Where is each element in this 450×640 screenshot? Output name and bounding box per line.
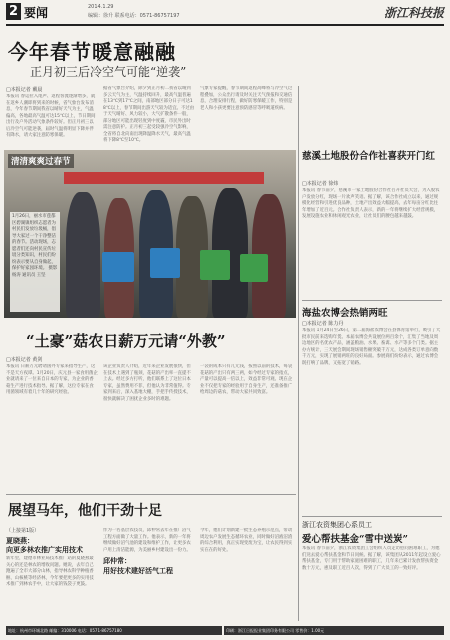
story3-body-col1: 新年里，建德市林业局技术推广站的夏晓燕最关心的还是林农的增收问题。她说，去年自己跑遍了全市大部分山林，指导林农科学种植香榧、山核桃等经济林，今年要把更多的实用技术推广到林农手中，让大家的钱袋子更鼓。 — [6, 556, 94, 587]
right1-body: 本报讯 春节前夕，慈溪市一家土地股份合作社召开社员大会，为入股农户发放分红，现场一片欢声笑语。据了解，该合作社成立以来，通过规模化经营和引进优良品种，土地产出效益大幅提高，去年每亩分红比往年增加了近百元。合作社负责人表示，新的一年将继续扩大经营规模，发展设施农业和休闲观光农业，让社员们的腰包越来越鼓。 — [302, 188, 440, 219]
right3-subhead: 浙江农资集团心系员工 — [302, 521, 372, 529]
story3-subhead2: 邱仲常： — [103, 557, 131, 565]
top-rule — [6, 24, 444, 26]
story2-body-col3: 一袋的成本只有几元钱，按照以前的技术，每袋花菇的产出只有两三两，如今经过专家的指点，产量可以提高一倍以上，效益非常可观。现在企业不仅把专家的经验用于自身生产，还准备推广给周边的菇农，带动大家共同致富。 — [200, 364, 293, 395]
story3-subhead1b: 向更多林农推广实用技术 — [6, 546, 83, 554]
page-number: 2 — [6, 3, 21, 20]
story3-subhead2b: 用好技术建好活气工程 — [103, 567, 173, 575]
right2-title: 海盐农博会热销两旺 — [302, 308, 388, 319]
story3-body-col2: 作为一名基层农技员，邱仲常去年在推广沼气工程方面做了大量工作。他表示，新的一年将继续做好沼气池的建设和维护工作，让更多农户用上清洁能源，为美丽乡村建设出一份力。 — [103, 528, 191, 553]
footer-bar-left: 地址：杭州市环城北路 邮编：310006 电话：0571-86757180 — [6, 626, 222, 635]
story3-title: 展望马年，他们干劲十足 — [8, 503, 162, 519]
section-title: 要闻 — [24, 6, 49, 20]
right3-title: 爱心帮扶基金“雪中送炭” — [302, 534, 408, 545]
story2-body-col2: 该企业负责人介绍，近年来企业发展很快，但在技术上遇到了瓶颈，花菇的产出率一直提不上去。经过多方打听，他们联系上了这位日本专家，虽然费用不菲，但他认为非常值得。专家到来后，深入基地大棚，手把手传授技术，很快就解决了困扰企业多时的难题。 — [103, 364, 191, 402]
photo-caption: 1月26日，丽水市莲都区碧湖镇组织志愿者为村民们发放垃圾桶，倡导大家过一个干净整洁的春节。活动现场，志愿者们还向村民宣传垃圾分类知识，村民们纷纷表示要从自身做起，保护好家园环境。 摄影 杨涛 通讯员 王坚 — [10, 212, 60, 312]
editor-info: 编辑：徐升 联系电话：0571-86757197 — [88, 13, 180, 19]
footer — [6, 624, 444, 638]
right2-byline: □本报记者 陈力丹 — [302, 321, 344, 327]
story2-title: “土豪”菇农日薪万元请“外教” — [26, 332, 226, 350]
news-photo — [4, 150, 296, 318]
lead-subtitle: 正月初三后冷空气可能“逆袭” — [30, 65, 187, 79]
photo-person — [66, 192, 100, 318]
column-divider — [298, 86, 299, 621]
lead-body-col2: 据省气象台介绍，除夕到正月初二我省以晴到多云天气为主，气温持续回升，最高气温普遍在13℃到17℃之间，南部地区部分日子可达18℃以上，春节期间出游天气较为适宜。不过由于天气晴好、风力较小，大气扩散条件一般，部分地区可能出现轻度到中度霾，市民外出时需注意防护。正月初三起受较强冷空气影响，全省将自北向南出现降温降水天气，最高气温将下降8℃至10℃。 — [103, 86, 195, 143]
photo-bucket — [200, 250, 230, 280]
right3-body: 本报讯 春节前夕，浙江农资集团工会组织人员走访慰问困难职工，为他们送去爱心帮扶基金和节日问候。据了解，该集团从2011年起设立爱心帮扶基金，专门用于帮助家庭困难的职工，几年来已累计发放帮扶资金数十万元，惠及职工近百人次，得到了广大员工的一致好评。 — [302, 546, 441, 571]
footer-bar-right: 印刷：浙江日报报业集团印务有限公司 零售价：1.00元 — [224, 626, 444, 635]
right2-body: 本报讯 1月24日至26日，第二届海盐农博会在县体育馆举行，吸引了大批市民前来选购年货。本届农博会共设展位两百余个，汇集了当地及周边地区的名优农产品，涵盖粮油、水果、畜禽、水产等多个门类。据主办方统计，三天展会期间现场销售额突破千万元，达成各类订单意向数千万元，实现了展销两旺的良好局面。参展商们纷纷表示，通过农博会既打响了品牌，又拓宽了销路。 — [302, 328, 441, 366]
right-divider — [302, 300, 442, 301]
photo-bucket — [240, 254, 268, 282]
paper-name: 浙江科技报 — [383, 6, 444, 20]
right1-title: 慈溪土地股份合作社喜获开门红 — [302, 151, 436, 162]
right1-byline: □本报记者 徐炜 — [302, 181, 339, 187]
photo-banner — [64, 172, 264, 184]
photo-headline: 清清爽爽过春节 — [8, 154, 74, 168]
section-divider — [6, 494, 296, 495]
story3-body-col3: 今年，他们计划新建一批生态养殖示范点，带动周边农户发展生态循环农业，同时做好沼液沼渣的综合利用，真正实现变废为宝，让农民得到实实在在的好处。 — [200, 528, 293, 553]
masthead — [6, 3, 444, 23]
right-divider — [302, 516, 442, 517]
lead-title: 今年春节暖意融融 — [8, 40, 176, 64]
lead-body-col3: 气象专家提醒，春节期间返程高峰将与冷空气过程叠加，公众出行请及时关注天气预报和交通信息，合理安排行程，做好防寒保暖工作，特别是老人和小孩更要注意预防感冒等呼吸道疾病。 — [200, 86, 293, 111]
photo-bucket — [102, 252, 134, 282]
story2-byline: □本报记者 黄剑 — [6, 357, 43, 363]
lead-body-col1: 本报讯 春运拉入尾声、返程客流逐渐增多，就在返乡人潮即将到来的时候，省气象台发布消息，今年春节期间我省以晴好天气为主，气温偏高，各地最高气温可达15℃以上，节日期间出行及户外活动气象条件较好。但正月初三以后冷空气可能逆袭，届时气温将明显下降并伴有降水，请大家注意防寒保暖。 — [6, 94, 96, 138]
story3-subhead1: 夏晓燕： — [6, 537, 34, 545]
photo-bucket — [150, 248, 180, 278]
lead-byline: □本报记者 戴晨 — [6, 87, 43, 93]
story3-byline: （上接第1版） — [6, 528, 40, 534]
story2-body-col1: 本报讯 日薪万元聘请国外专家来指导生产，这不是天方夜谭。1月20日，庆元县一家食用菌企业就请来了一位来自日本的专家，为企业的香菇生产进行技术指导。据了解，这位专家在食用菌领域有着几十年的研究经验。 — [6, 364, 98, 395]
issue-date: 2014.1.29 — [88, 4, 114, 10]
